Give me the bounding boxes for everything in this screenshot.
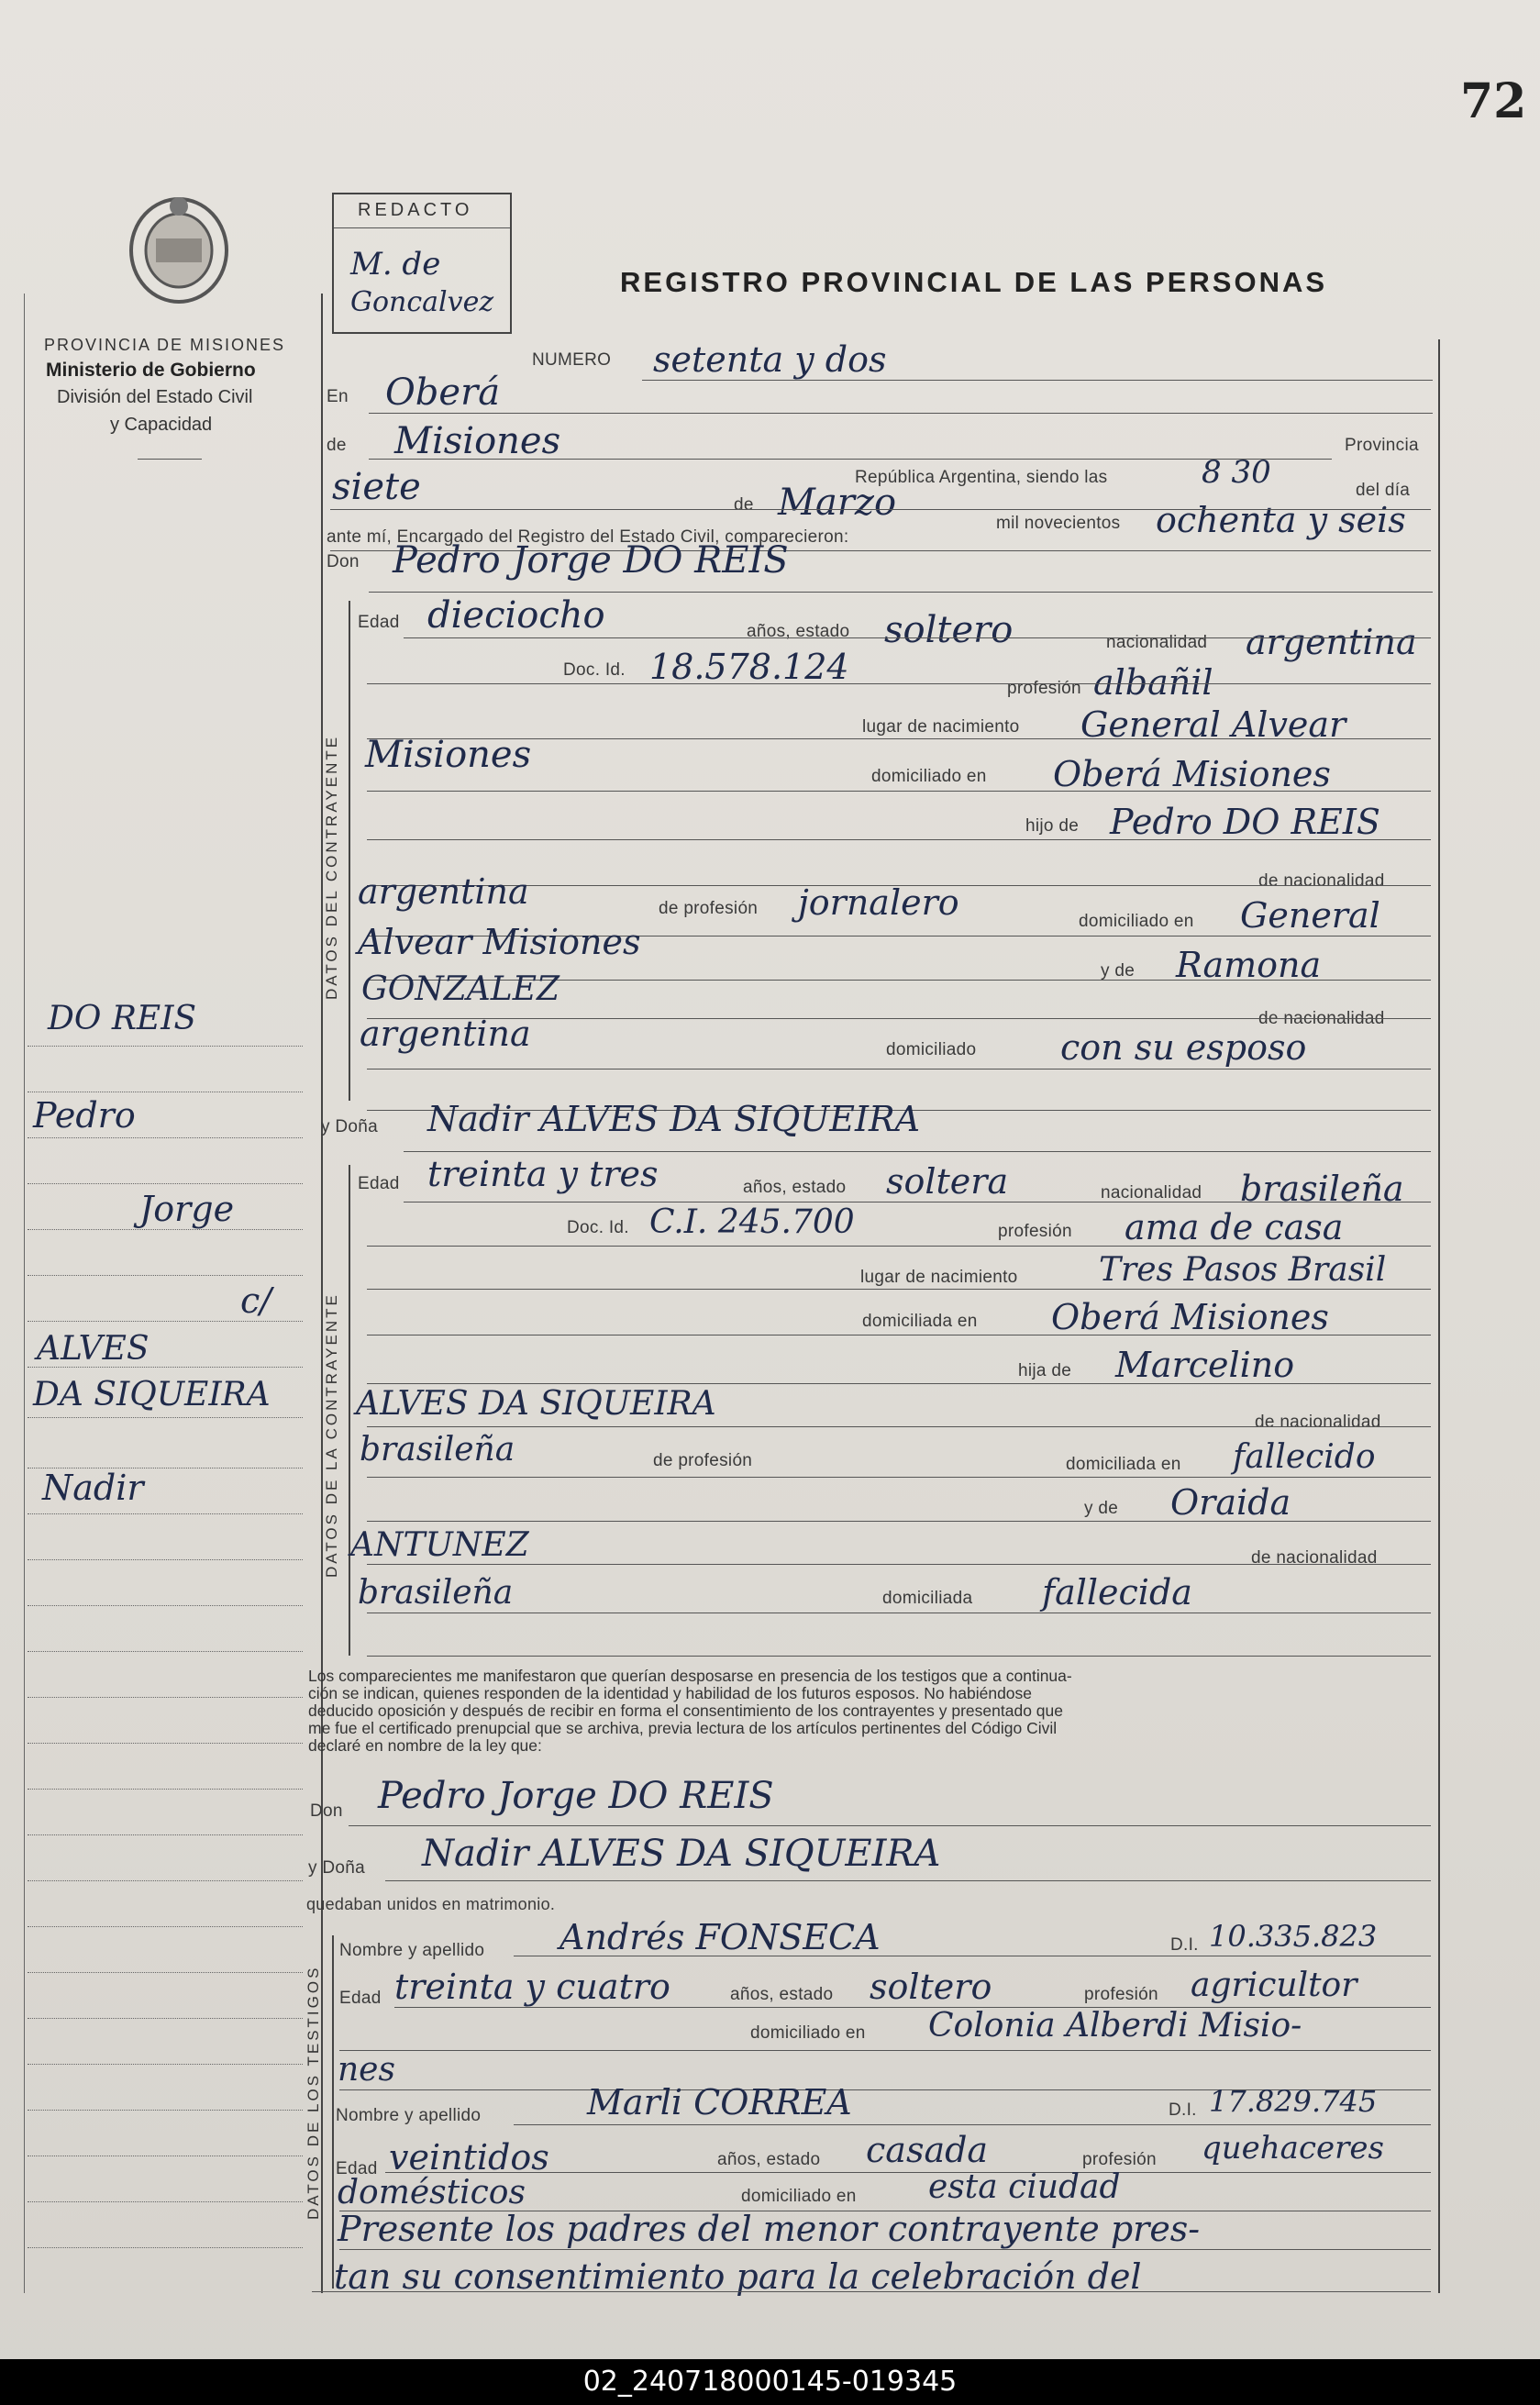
de-profesion-label: de profesión (659, 899, 759, 918)
profesion-label-f: profesión (998, 1222, 1072, 1241)
domiciliada-en-label: domiciliada en (862, 1312, 978, 1331)
hijo-de-label: hijo de (1025, 816, 1080, 836)
doc-label-f: Doc. Id. (567, 1218, 629, 1237)
division-label: División del Estado Civil (57, 387, 253, 407)
redacto-box (332, 193, 512, 334)
contrayente-madre: Ramona (1176, 945, 1322, 985)
contrayente-f-padre-nac: brasileña (360, 1431, 515, 1468)
de-profesion-label-f: de profesión (653, 1451, 753, 1470)
edad-label: Edad (358, 613, 400, 632)
domiciliado-en-label-2: domiciliado en (1079, 912, 1194, 931)
contrayente-f-domicilio: Oberá Misiones (1051, 1297, 1329, 1337)
redacto-signature-2: Goncalvez (350, 286, 494, 318)
t2-di-label: D.I. (1169, 2100, 1197, 2120)
de-mes-label: de (734, 495, 754, 515)
page-number: 72 (1460, 73, 1527, 129)
hija-de-label: hija de (1018, 1361, 1072, 1380)
anos-estado-label: años, estado (747, 622, 850, 641)
t2-edad: veintidos (389, 2137, 549, 2178)
redacto-signature-1: M. de (350, 246, 441, 283)
contrayente-f-estado: soltera (886, 1161, 1009, 1202)
margin-nombre-f: Nadir (42, 1468, 144, 1508)
contrayente-nombre: Pedro Jorge DO REIS (393, 539, 789, 582)
footer-bar (0, 2359, 1540, 2405)
provincia-label: Provincia (1345, 436, 1419, 455)
domiciliado-label: domiciliado (886, 1040, 977, 1059)
ante-label: ante mí, Encargado del Registro del Estado Civil, comparecieron: (327, 527, 849, 547)
domiciliada-en-label-2: domiciliada en (1066, 1455, 1181, 1474)
contrayente-f-padre-apellido: ALVES DA SIQUEIRA (356, 1385, 716, 1423)
contrayente-lugar-nac-2: Misiones (365, 734, 532, 776)
decl-dona-value: Nadir ALVES DA SIQUEIRA (422, 1833, 941, 1875)
de-label: de (327, 436, 347, 455)
contrayente-f-madre-dom: fallecida (1042, 1572, 1192, 1613)
lugar-nac-label-f: lugar de nacimiento (860, 1268, 1018, 1287)
quedaban-label: quedaban unidos en matrimonio. (306, 1895, 556, 1913)
contrayente-madre-nac: argentina (360, 1014, 531, 1054)
contrayente-f-madre-nac: brasileña (358, 1574, 514, 1612)
t1-profesion-label: profesión (1084, 1985, 1158, 2004)
margin-nombre-2: Jorge (139, 1189, 235, 1229)
mil-label: mil novecientos (996, 514, 1121, 533)
t2-di: 17.829.745 (1209, 2084, 1378, 2119)
contrayente-edad: dieciocho (427, 594, 605, 637)
contrayente-profesion: albañil (1093, 662, 1213, 703)
de-nacionalidad-label-f: de nacionalidad (1255, 1413, 1381, 1432)
side-label-la-contrayente: DATOS DE LA CONTRAYENTE (323, 1292, 340, 1578)
t2-profesion: quehaceres (1202, 2130, 1384, 2167)
t1-di-label: D.I. (1170, 1935, 1199, 1955)
y-de-label-f: y de (1084, 1499, 1119, 1518)
contrayente-f-nacionalidad: brasileña (1240, 1169, 1404, 1209)
dia-value: siete (332, 466, 421, 508)
t1-estado: soltero (870, 1967, 992, 2007)
side-label-contrayente: DATOS DEL CONTRAYENTE (323, 734, 340, 1000)
province-label: PROVINCIA DE MISIONES (44, 336, 286, 354)
domiciliado-en-label: domiciliado en (871, 767, 987, 786)
anio-value: ochenta y seis (1156, 500, 1406, 540)
t1-edad: treinta y cuatro (394, 1967, 670, 2007)
contrayente-madre-apellido: GONZALEZ (361, 970, 559, 1008)
t2-estado: casada (866, 2130, 989, 2170)
numero-label: NUMERO (532, 350, 612, 370)
margin-nombre-1: Pedro (33, 1095, 136, 1136)
contrayente-domicilio: Oberá Misiones (1053, 754, 1331, 794)
contrayente-padre-dom: General (1240, 895, 1380, 936)
t2-dom-label: domiciliado en (741, 2187, 857, 2206)
nota-line-2: tan su consentimiento para la celebración del (334, 2256, 1142, 2297)
division-label-2: y Capacidad (110, 415, 213, 435)
contrayente-f-doc: C.I. 245.700 (649, 1203, 855, 1241)
contrayente-padre-nac: argentina (358, 871, 529, 912)
contrayente-padre: Pedro DO REIS (1110, 802, 1380, 842)
t1-profesion: agricultor (1191, 1967, 1357, 2004)
numero-value: setenta y dos (653, 339, 887, 380)
t2-anos-label: años, estado (717, 2150, 821, 2169)
redacto-label: REDACTO (358, 200, 473, 220)
de-nacionalidad-label-2: de nacionalidad (1258, 1009, 1385, 1028)
republica-label: República Argentina, siendo las (855, 468, 1108, 487)
t2-edad-label: Edad (336, 2159, 378, 2178)
dona-label: y Doña (321, 1117, 379, 1136)
ministry-label: Ministerio de Gobierno (46, 360, 256, 381)
lugar-nac-label: lugar de nacimiento (862, 717, 1020, 737)
doc-label: Doc. Id. (563, 660, 626, 680)
contrayente-f-lugar-nac: Tres Pasos Brasil (1099, 1251, 1387, 1289)
t1-domicilio: Colonia Alberdi Misio- (928, 2007, 1302, 2045)
t2-domicilio: esta ciudad (928, 2168, 1121, 2206)
hora-value: 8 30 (1202, 454, 1271, 491)
profesion-label: profesión (1007, 679, 1081, 698)
nacionalidad-label-f: nacionalidad (1101, 1183, 1202, 1202)
decl-dona-label: y Doña (308, 1858, 366, 1878)
t2-profesion-2: domésticos (338, 2174, 526, 2211)
contrayente-lugar-nac: General Alvear (1080, 704, 1346, 745)
t2-nombre: Marli CORREA (587, 2082, 852, 2122)
margin-apellido-f-1: ALVES (37, 1330, 150, 1368)
t1-domicilio-2: nes (338, 2051, 395, 2089)
contrayente-f-nombre: Nadir ALVES DA SIQUEIRA (427, 1099, 921, 1139)
domiciliada-label: domiciliada (882, 1589, 973, 1608)
don-label: Don (327, 552, 360, 571)
contrayente-nacionalidad: argentina (1246, 622, 1417, 662)
anos-estado-label-f: años, estado (743, 1178, 847, 1197)
provincia-value: Misiones (394, 420, 561, 462)
province-seal (119, 188, 238, 307)
contrayente-doc: 18.578.124 (649, 647, 849, 687)
decl-don-value: Pedro Jorge DO REIS (378, 1775, 774, 1817)
y-de-label: y de (1101, 961, 1136, 981)
margin-apellido-f-2: DA SIQUEIRA (33, 1376, 271, 1413)
document-title: REGISTRO PROVINCIAL DE LAS PERSONAS (620, 266, 1328, 298)
margin-apellido: DO REIS (48, 1000, 197, 1037)
contrayente-madre-dom: con su esposo (1060, 1027, 1307, 1068)
nota-line-1: Presente los padres del menor contrayente pres- (338, 2209, 1201, 2249)
ciudad-value: Oberá (385, 371, 501, 414)
t1-dom-label: domiciliado en (750, 2023, 866, 2043)
contrayente-f-madre: Oraida (1170, 1482, 1291, 1523)
t1-anos-label: años, estado (730, 1985, 834, 2004)
nacionalidad-label: nacionalidad (1106, 633, 1208, 652)
t1-nombre: Andrés FONSECA (559, 1917, 881, 1957)
side-label-testigos: DATOS DE LOS TESTIGOS (305, 1965, 322, 2220)
de-nacionalidad-label: de nacionalidad (1258, 871, 1385, 891)
mes-value: Marzo (778, 482, 897, 524)
margin-con: c/ (240, 1280, 272, 1321)
declaration-paragraph: Los comparecientes me manifestaron que querían desposarse en presencia de los testigos que a continua- ción se indican, quienes responden de la identidad y habilidad de los futuros esposos. No habiéndose deducido oposición y después de recibir en forma el consentimiento de los contrayentes y presentado que me fue el certificado prenupcial que se archiva, previa lectura de los artículos pertinentes del Código Civil declaré en nombre de la ley que: (308, 1667, 1072, 1755)
contrayente-f-padre: Marcelino (1115, 1345, 1295, 1385)
contrayente-f-padre-dom: fallecido (1233, 1438, 1376, 1476)
de-nacionalidad-label-f-2: de nacionalidad (1251, 1548, 1378, 1568)
edad-label-f: Edad (358, 1174, 400, 1193)
contrayente-f-profesion: ama de casa (1125, 1207, 1344, 1247)
contrayente-padre-prof: jornalero (798, 882, 959, 923)
t1-nombre-label: Nombre y apellido (339, 1941, 485, 1960)
t1-edad-label: Edad (339, 1989, 382, 2008)
footer-id: 02_240718000145-019345 (582, 2366, 958, 2398)
en-label: En (327, 387, 349, 406)
contrayente-f-edad: treinta y tres (427, 1154, 659, 1194)
contrayente-estado: soltero (884, 609, 1014, 651)
contrayente-padre-dom-2: Alvear Misiones (358, 922, 641, 962)
t1-di: 10.335.823 (1209, 1919, 1378, 1954)
del-dia-label: del día (1356, 481, 1411, 500)
t2-nombre-label: Nombre y apellido (336, 2106, 482, 2125)
t2-profesion-label: profesión (1082, 2150, 1157, 2169)
decl-don-label: Don (310, 1801, 343, 1821)
contrayente-f-madre-apellido: ANTUNEZ (350, 1526, 529, 1564)
